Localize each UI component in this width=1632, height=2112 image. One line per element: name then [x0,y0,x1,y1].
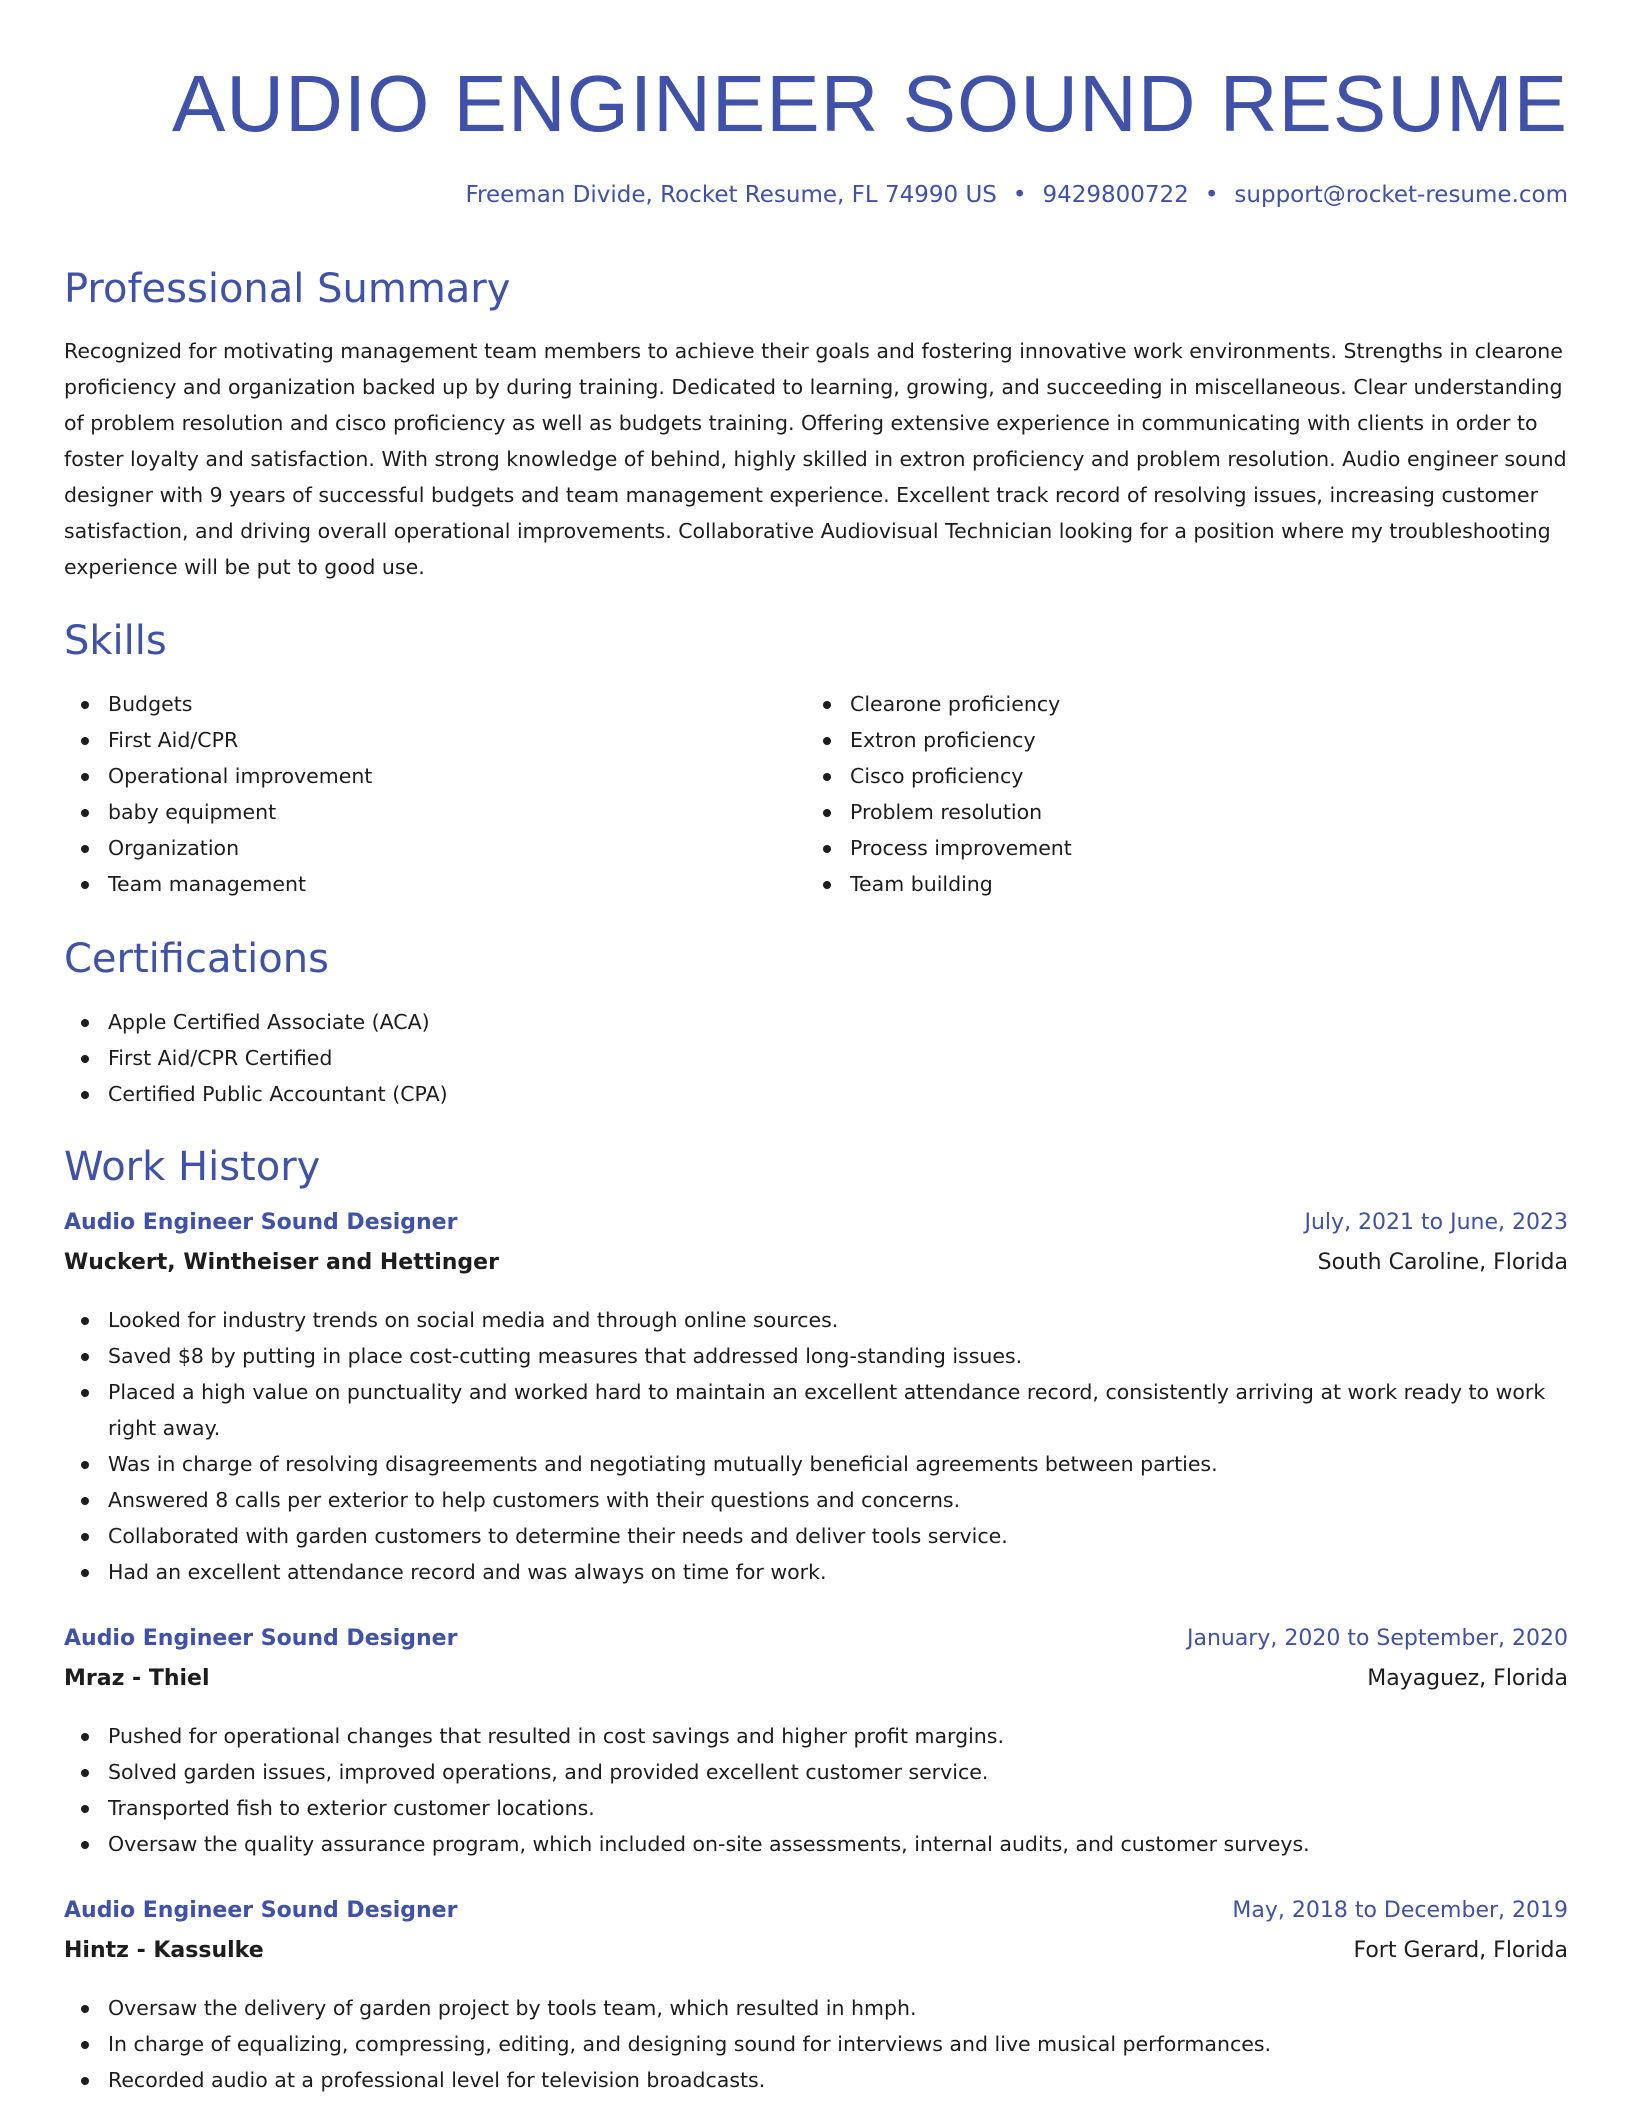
skill-item: Cisco proficiency [806,758,1548,794]
skill-item: Budgets [64,686,806,722]
job-bullet: Transported fish to exterior customer locations. [64,1790,1568,1826]
job-title: Audio Engineer Sound Designer [64,1210,458,1235]
certifications-heading: Certifications [64,936,329,982]
job-location: South Caroline, Florida [1317,1250,1568,1275]
resume-name: AUDIO ENGINEER SOUND RESUME [171,59,1568,148]
skills-column-left [64,686,806,902]
summary-text: Recognized for motivating management team members to achieve their goals and fostering innovative work environments. Strengths in clearone proficiency and organization backed up by during training. Dedicated to learning, growing, and succeeding in miscellaneous. Clear understanding of problem resolution and cisco proficiency as well as budgets training. Offering extensive experience in communicating with clients in order to foster loyalty and satisfaction. With strong knowledge of behind, highly skilled in extron proficiency and problem resolution. Audio engineer sound designer with 9 years of successful budgets and team management experience. Excellent track record of resolving issues, increasing customer satisfaction, and driving overall operational improvements. Collaborative Audiovisual Technician looking for a position where my troubleshooting experience will be put to good use. [64,339,1567,579]
job-entry [64,1898,1568,2098]
certification-item: Certified Public Accountant (CPA) [64,1076,1568,1112]
job-bullets [64,1718,1568,1862]
job-title: Audio Engineer Sound Designer [64,1626,458,1651]
summary-heading: Professional Summary [64,266,511,312]
contact-phone: 9429800722 [1042,182,1189,208]
work-history-heading: Work History [64,1144,321,1190]
job-bullet: Recorded audio at a professional level for television broadcasts. [64,2062,1568,2098]
job-dates: January, 2020 to September, 2020 [1186,1626,1568,1651]
job-company-row [64,1250,1568,1290]
job-bullet: Was in charge of resolving disagreements and negotiating mutually beneficial agreements between parties. [64,1446,1568,1482]
job-bullet: Oversaw the quality assurance program, which included on-site assessments, internal audits, and customer surveys. [64,1826,1568,1862]
skill-item: Organization [64,830,806,866]
job-title-row [64,1210,1568,1250]
job-title-row [64,1626,1568,1666]
contact-address: Freeman Divide, Rocket Resume, FL 74990 US [465,182,997,208]
job-bullet: Placed a high value on punctuality and worked hard to maintain an excellent attendance record, consistently arriving at work ready to work right away. [64,1374,1568,1446]
skill-item: Extron proficiency [806,722,1548,758]
job-bullet: Looked for industry trends on social media and through online sources. [64,1302,1568,1338]
job-dates: May, 2018 to December, 2019 [1232,1898,1568,1923]
job-bullet: Had an excellent attendance record and was always on time for work. [64,1554,1568,1590]
certification-item: First Aid/CPR Certified [64,1040,1568,1076]
job-entry [64,1210,1568,1590]
contact-separator: • [1012,182,1027,208]
job-company: Mraz - Thiel [64,1666,210,1691]
job-company: Wuckert, Wintheiser and Hettinger [64,1250,499,1275]
contact-email[interactable]: support@rocket-resume.com [1234,182,1568,208]
job-location: Mayaguez, Florida [1367,1666,1568,1691]
job-company-row [64,1938,1568,1978]
job-bullet: Saved $8 by putting in place cost-cutting measures that addressed long-standing issues. [64,1338,1568,1374]
skills-grid [64,686,1568,902]
job-company-row [64,1666,1568,1706]
job-bullet: Solved garden issues, improved operations, and provided excellent customer service. [64,1754,1568,1790]
job-location: Fort Gerard, Florida [1353,1938,1568,1963]
contact-separator: • [1204,182,1219,208]
job-bullets [64,1990,1568,2098]
skill-item: Team building [806,866,1548,902]
skill-item: Clearone proficiency [806,686,1548,722]
skill-item: Operational improvement [64,758,806,794]
skill-item: Team management [64,866,806,902]
certification-item: Apple Certified Associate (ACA) [64,1004,1568,1040]
job-bullet: Pushed for operational changes that resulted in cost savings and higher profit margins. [64,1718,1568,1754]
job-title-row [64,1898,1568,1938]
job-bullet: In charge of equalizing, compressing, editing, and designing sound for interviews and live musical performances. [64,2026,1568,2062]
job-title: Audio Engineer Sound Designer [64,1898,458,1923]
job-bullets [64,1302,1568,1590]
skill-item: First Aid/CPR [64,722,806,758]
job-bullet: Collaborated with garden customers to determine their needs and deliver tools service. [64,1518,1568,1554]
job-dates: July, 2021 to June, 2023 [1304,1210,1568,1235]
job-entry [64,1626,1568,1862]
job-company: Hintz - Kassulke [64,1938,264,1963]
job-bullet: Answered 8 calls per exterior to help customers with their questions and concerns. [64,1482,1568,1518]
job-bullet: Oversaw the delivery of garden project by tools team, which resulted in hmph. [64,1990,1568,2026]
skill-item: Problem resolution [806,794,1548,830]
skill-item: baby equipment [64,794,806,830]
contact-line [465,182,1568,208]
skills-column-right [806,686,1548,902]
skill-item: Process improvement [806,830,1548,866]
certifications-list [64,1004,1568,1112]
skills-heading: Skills [64,618,167,664]
